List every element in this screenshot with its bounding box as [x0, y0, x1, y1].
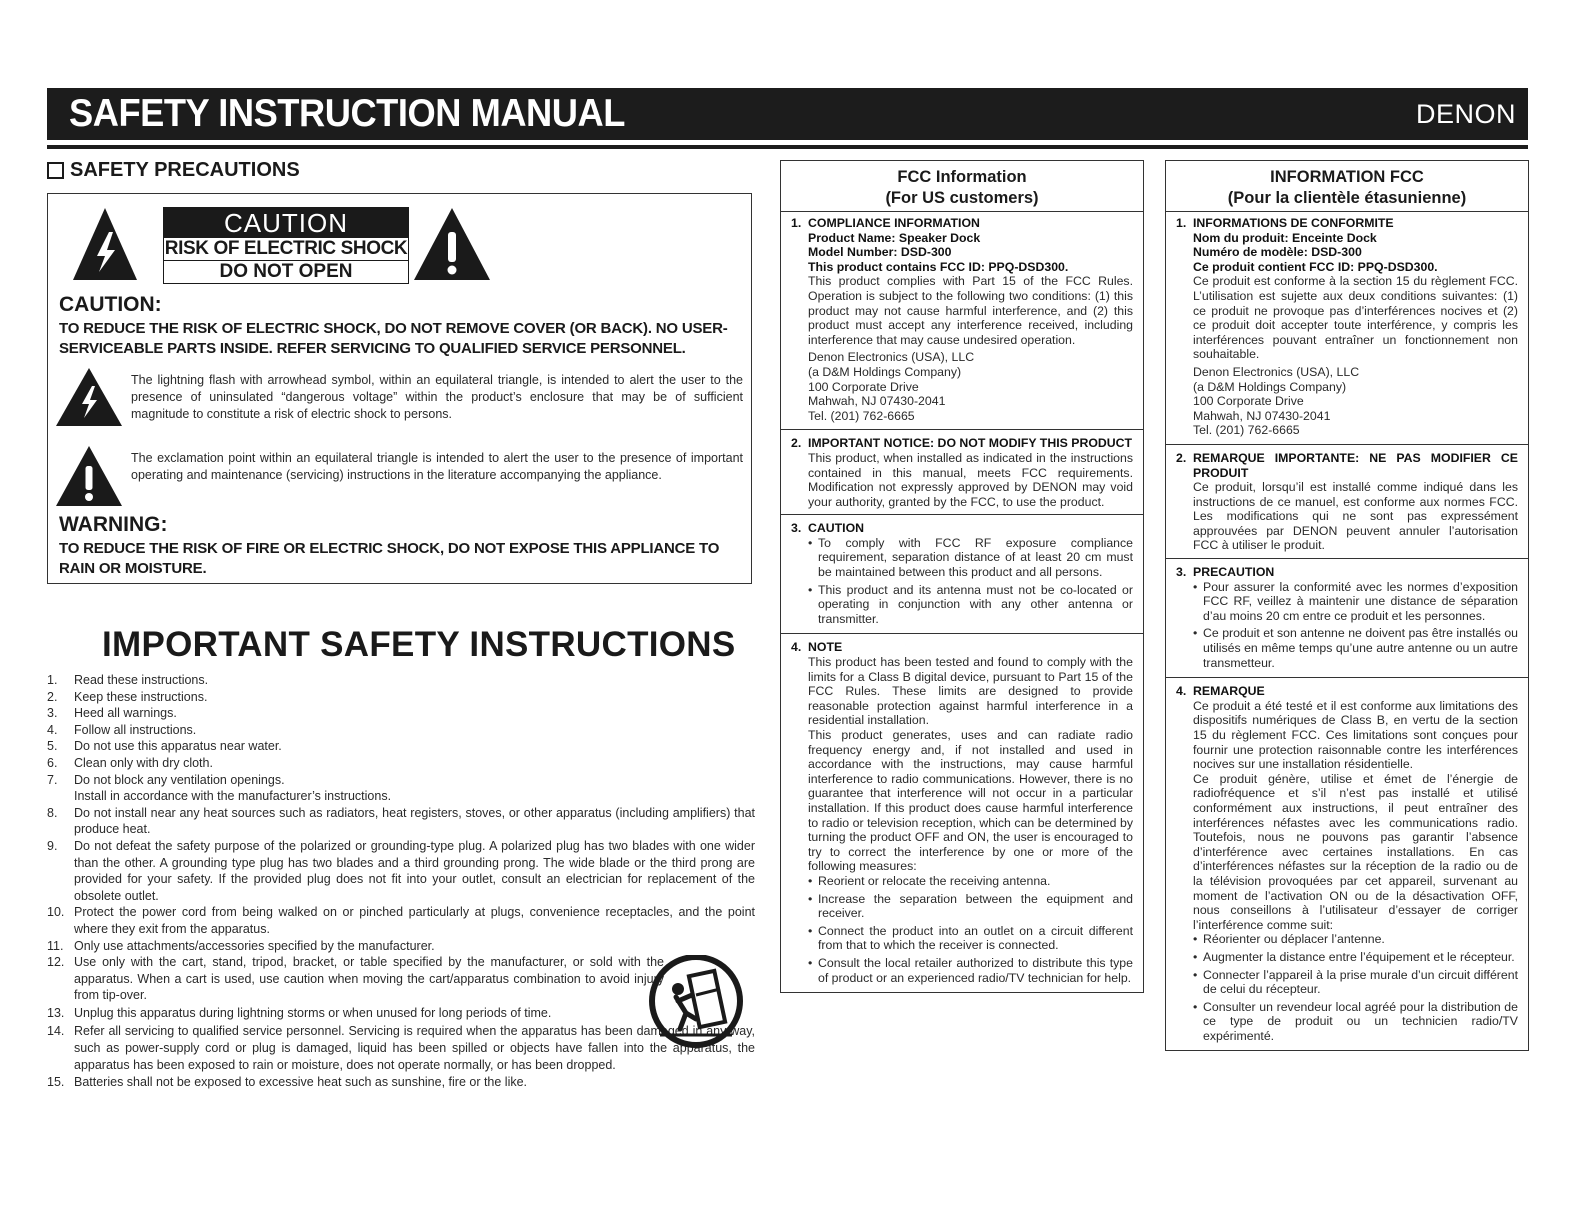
- caution-label-bottom: DO NOT OPEN: [164, 260, 408, 283]
- list-item: 9. Do not defeat the safety purpose of the polarized or grounding-type plug. A polarized plug has two blades with one wider than the other. A grounding type plug has two blades and a third grounding prong. The wide blade or the third prong are provided for your safety. If the provided plug does not fit into your outlet, consult an electrician for replacement of the obsolete outlet.: [47, 838, 755, 903]
- fcc-en-subtitle: (For US customers): [885, 189, 1039, 207]
- caution-label-middle: RISK OF ELECTRIC SHOCK: [164, 238, 408, 259]
- safety-precautions-heading: [47, 159, 300, 182]
- list-item: 8. Do not install near any heat sources such as radiators, heat registers, stoves, or other apparatus (including amplifiers) that produce heat.: [47, 805, 755, 837]
- caution-box: [47, 193, 752, 584]
- page-title: SAFETY INSTRUCTION MANUAL: [69, 92, 625, 135]
- fcc-fr-subtitle: (Pour la clientèle étasunienne): [1227, 189, 1467, 207]
- fcc-info-en: [780, 160, 1144, 993]
- list-item: 11. Only use attachments/accessories specified by the manufacturer.: [47, 938, 435, 953]
- list-item: 7. Do not block any ventilation openings. Install in accordance with the manufacturer’s instructions.: [47, 772, 392, 804]
- fcc-fr-header: [1166, 161, 1528, 212]
- fcc-fr-section-4: 4. REMARQUE Ce produit a été testé et il est conforme aux limitations des dispositifs numériques de Class B, en vertu de la section 15 du règlement FCC. Ces limitations sont conçues pour fournir une protection raisonnable contre les interférences nocives sur une installation résidentielle. Ce produit génère, utilise et émet de l’énergie de radiofréquence et s’il n’est pas installé et utilisé conformément aux instructions, il peut entraîner des interférences néfastes avec les communications radio. Toutefois, nous ne pouvons pas garantir l’absence d’interférence avec certaines installations. En cas d’interférences néfastes sur la réception de la radio ou de la télévision provoquées par cet appareil, survenant au moment de l’activation ON ou de la désactivation OFF, nous conseillons à l’utilisateur d’essayer de corriger l’interférence comme suit: • Réorienter ou déplacer l’antenne. • Augmenter la distance entre l’équipement et le récepteur. • Connecter l’appareil à la prise murale d’un circuit différent de celui du récepteur. • Consulter un revendeur local agréé pour la distribution de ce type de produit ou un technicien radio/TV expérimenté.: [1166, 678, 1528, 1050]
- list-item: 15. Batteries shall not be exposed to excessive heat such as sunshine, fire or the like.: [47, 1075, 528, 1090]
- lightning-warning-icon: [71, 206, 139, 282]
- brand-logo: DENON: [1415, 99, 1516, 129]
- exclamation-warning-icon: [412, 206, 492, 282]
- list-item: 10. Protect the power cord from being walked on or pinched particularly at plugs, convenience receptacles, and the point where they exit from the apparatus.: [47, 905, 755, 936]
- lightning-symbol-description: The lightning flash with arrowhead symbol, within an equilateral triangle, is intended to alert the user to the presence of uninsulated “dangerous voltage” within the product’s enclosure that may be of sufficient magnitude to constitute a risk of electric shock to persons.: [131, 373, 743, 421]
- exclamation-symbol-description: The exclamation point within an equilateral triangle is intended to alert the user to the presence of important operating and maintenance (servicing) instructions in the literature accompanying the appliance.: [131, 451, 743, 482]
- list-item: 13. Unplug this apparatus during lightning storms or when unused for long periods of time.: [47, 1005, 552, 1020]
- list-item: 2. Keep these instructions.: [47, 689, 208, 704]
- safety-precautions-title: SAFETY PRECAUTIONS: [70, 159, 300, 181]
- list-item: 3. Heed all warnings.: [47, 706, 177, 721]
- caution-text: TO REDUCE THE RISK OF ELECTRIC SHOCK, DO NOT REMOVE COVER (OR BACK). NO USER-SERVICEABLE PARTS INSIDE. REFER SERVICING TO QUALIFIED SERVICE PERSONNEL.: [59, 320, 728, 357]
- fcc-en-section-1: 1. COMPLIANCE INFORMATION Product Name: Speaker Dock Model Number: DSD-300 This product contains FCC ID: PPQ-DSD300. This product complies with Part 15 of the FCC Rules. Operation is subject to the following two conditions: (1) this product may not cause harmful interference, and (2) this product must accept any interference received, including interference that may cause undesired operation. Denon Electronics (USA), LLC (a D&M Holdings Company) 100 Corporate Drive Mahwah, NJ 07430-2041 Tel. (201) 762-6665: [781, 212, 1143, 430]
- header-rule: [47, 145, 1528, 149]
- fcc-fr-section-1: 1. INFORMATIONS DE CONFORMITE Nom du produit: Enceinte Dock Numéro de modèle: DSD-300 Ce produit contient FCC ID: PPQ-DSD300. Ce produit est conforme à la section 15 du règlement FCC. L’utilisation est sujette aux deux conditions suivantes: (1) ce produit ne provoque pas d’interférences nocives et (2) ce produit doit accepter toute interférence, y compris les interférences pouvant entraîner un fonctionnement non souhaitable. Denon Electronics (USA), LLC (a D&M Holdings Company) 100 Corporate Drive Mahwah, NJ 07430-2041 Tel. (201) 762-6665: [1166, 212, 1528, 445]
- caution-label-top: CAUTION: [164, 208, 408, 238]
- caution-heading: CAUTION:: [59, 293, 162, 316]
- fcc-en-section-4: 4. NOTE This product has been tested and found to comply with the limits for a Class B digital device, pursuant to Part 15 of the FCC Rules. These limits are designed to provide reasonable protection against harmful interference in a residential installation. This product generates, uses and can radiate radio frequency energy and, if not installed and used in accordance with the instructions, may cause harmful interference to radio communications. However, there is no guarantee that interference will not occur in a particular installation. If this product does cause harmful interference to radio or television reception, which can be determined by turning the product OFF and ON, the user is encouraged to try to correct the interference by one or more of the following measures: • Reorient or relocate the receiving antenna. • Increase the separation between the equipment and receiver. • Connect the product into an outlet on a circuit different from that to which the receiver is connected. • Consult the local retailer authorized to distribute this type of product or an experienced radio/TV technician for help.: [781, 634, 1143, 992]
- caution-label: [163, 207, 409, 284]
- list-item: 6. Clean only with dry cloth.: [47, 755, 213, 770]
- fcc-en-title: FCC Information: [897, 168, 1027, 186]
- list-item: 5. Do not use this apparatus near water.: [47, 739, 282, 754]
- fcc-en-section-3: 3. CAUTION • To comply with FCC RF exposure compliance requirement, separation distance of at least 20 cm must be maintained between this product and all persons. • This product and its antenna must not be co-located or operating in conjunction with any other antenna or transmitter.: [781, 515, 1143, 634]
- fcc-fr-section-2: 2. REMARQUE IMPORTANTE: NE PAS MODIFIER CE PRODUIT Ce produit, lorsqu’il est installé comme indiqué dans les instructions de ce manuel, est conforme aux normes FCC. Les modifications qui ne sont pas expressément approuvées par DENON peuvent annuler l’autorisation FCC à utiliser le produit.: [1166, 445, 1528, 559]
- cart-tip-over-warning-icon: [646, 955, 746, 1051]
- important-safety-title: IMPORTANT SAFETY INSTRUCTIONS: [102, 625, 736, 664]
- checkbox-icon: [47, 162, 64, 179]
- list-item: 4. Follow all instructions.: [47, 722, 197, 737]
- lightning-symbol-icon: [54, 366, 124, 428]
- fcc-fr-section-3: 3. PRECAUTION • Pour assurer la conformité avec les normes d’exposition FCC RF, veillez à maintenir une distance de séparation d’au moins 20 cm entre ce produit et les personnes. • Ce produit et son antenne ne doivent pas être installés ou utilisés en même temps qu’une autre antenne ou un autre transmetteur.: [1166, 559, 1528, 678]
- list-item: 1. Read these instructions.: [47, 673, 209, 687]
- header-bar: [47, 88, 1528, 140]
- list-item: 14. Refer all servicing to qualified service personnel. Servicing is required when the apparatus has been damaged in any way, such as power-supply cord or plug is damaged, liquid has been spilled or objects have fallen into the apparatus, the apparatus has been exposed to rain or moisture, does not operate normally, or has been dropped.: [47, 1024, 755, 1072]
- fcc-fr-title: INFORMATION FCC: [1270, 168, 1424, 186]
- fcc-info-fr: [1165, 160, 1529, 1051]
- exclamation-symbol-icon: [54, 444, 124, 508]
- list-item: 12. Use only with the cart, stand, tripod, bracket, or table specified by the manufacturer, or sold with the apparatus. When a cart is used, use caution when moving the cart/apparatus combination to avoid injury from tip-over.: [47, 955, 664, 1003]
- fcc-en-section-2: 2. IMPORTANT NOTICE: DO NOT MODIFY THIS PRODUCT This product, when installed as indicated in the instructions contained in this manual, meets FCC requirements. Modification not expressly approved by DENON may void your authority, granted by the FCC, to use the product.: [781, 430, 1143, 515]
- warning-heading: WARNING:: [59, 513, 168, 536]
- fcc-en-header: [781, 161, 1143, 212]
- warning-text: TO REDUCE THE RISK OF FIRE OR ELECTRIC SHOCK, DO NOT EXPOSE THIS APPLIANCE TO RAIN OR MOISTURE.: [59, 540, 720, 577]
